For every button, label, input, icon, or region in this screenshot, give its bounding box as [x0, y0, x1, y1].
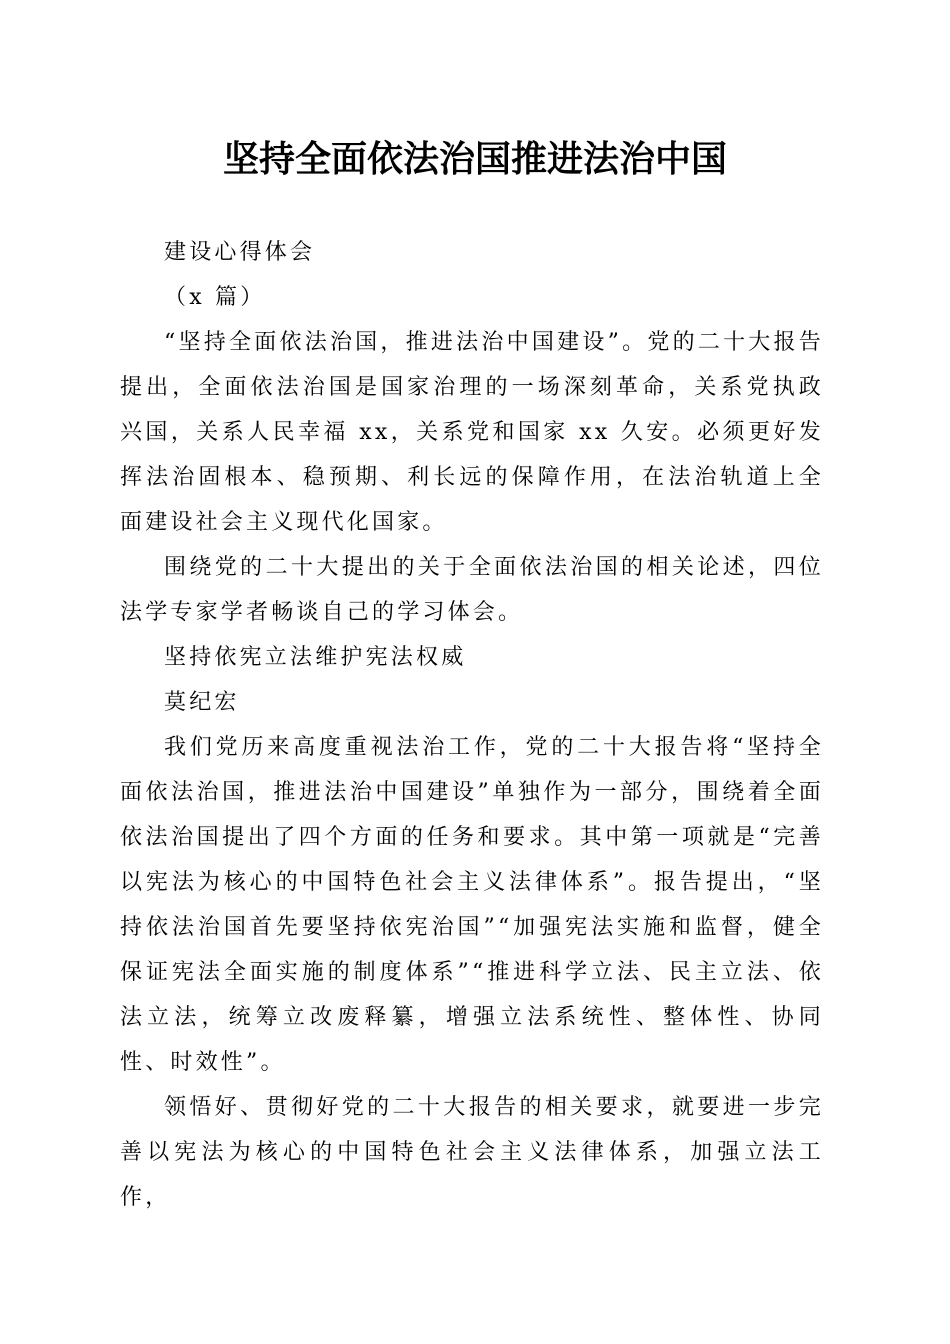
document-body: [120, 230, 824, 1220]
paragraph-context: 围绕党的二十大提出的关于全面依法治国的相关论述，四位法学专家学者畅谈自己的学习体会。: [120, 555, 824, 625]
paragraph-body-2: 领悟好、贯彻好党的二十大报告的相关要求，就要进一步完善以宪法为核心的中国特色社会主义法律体系，加强立法工作，: [120, 1095, 824, 1210]
document-title: 坚持全面依法治国推进法治中国: [222, 138, 727, 180]
paragraph-intro: “坚持全面依法治国，推进法治中国建设”。党的二十大报告提出，全面依法治国是国家治理的一场深刻革命，关系党执政兴国，关系人民幸福 xx，关系党和国家 xx 久安。必须更好发挥法治固根本、稳预期、利长远的保障作用，在法治轨道上全面建设社会主义现代化国家。: [120, 330, 824, 535]
author-name: 莫纪宏: [164, 690, 240, 715]
paragraph-body-1: 我们党历来高度重视法治工作，党的二十大报告将“坚持全面依法治国，推进法治中国建设”单独作为一部分，围绕着全面依法治国提出了四个方面的任务和要求。其中第一项就是“完善以宪法为核心的中国特色社会主义法律体系”。报告提出，“坚持依法治国首先要坚持依宪治国”“加强宪法实施和监督，健全保证宪法全面实施的制度体系”“推进科学立法、民主立法、依法立法，统筹立改废释纂，增强立法系统性、整体性、协同性、时效性”。: [120, 735, 824, 1075]
count-note: （x 篇）: [164, 285, 266, 310]
subtitle-line: 建设心得体会: [164, 240, 316, 265]
section-heading: 坚持依宪立法维护宪法权威: [164, 645, 467, 670]
